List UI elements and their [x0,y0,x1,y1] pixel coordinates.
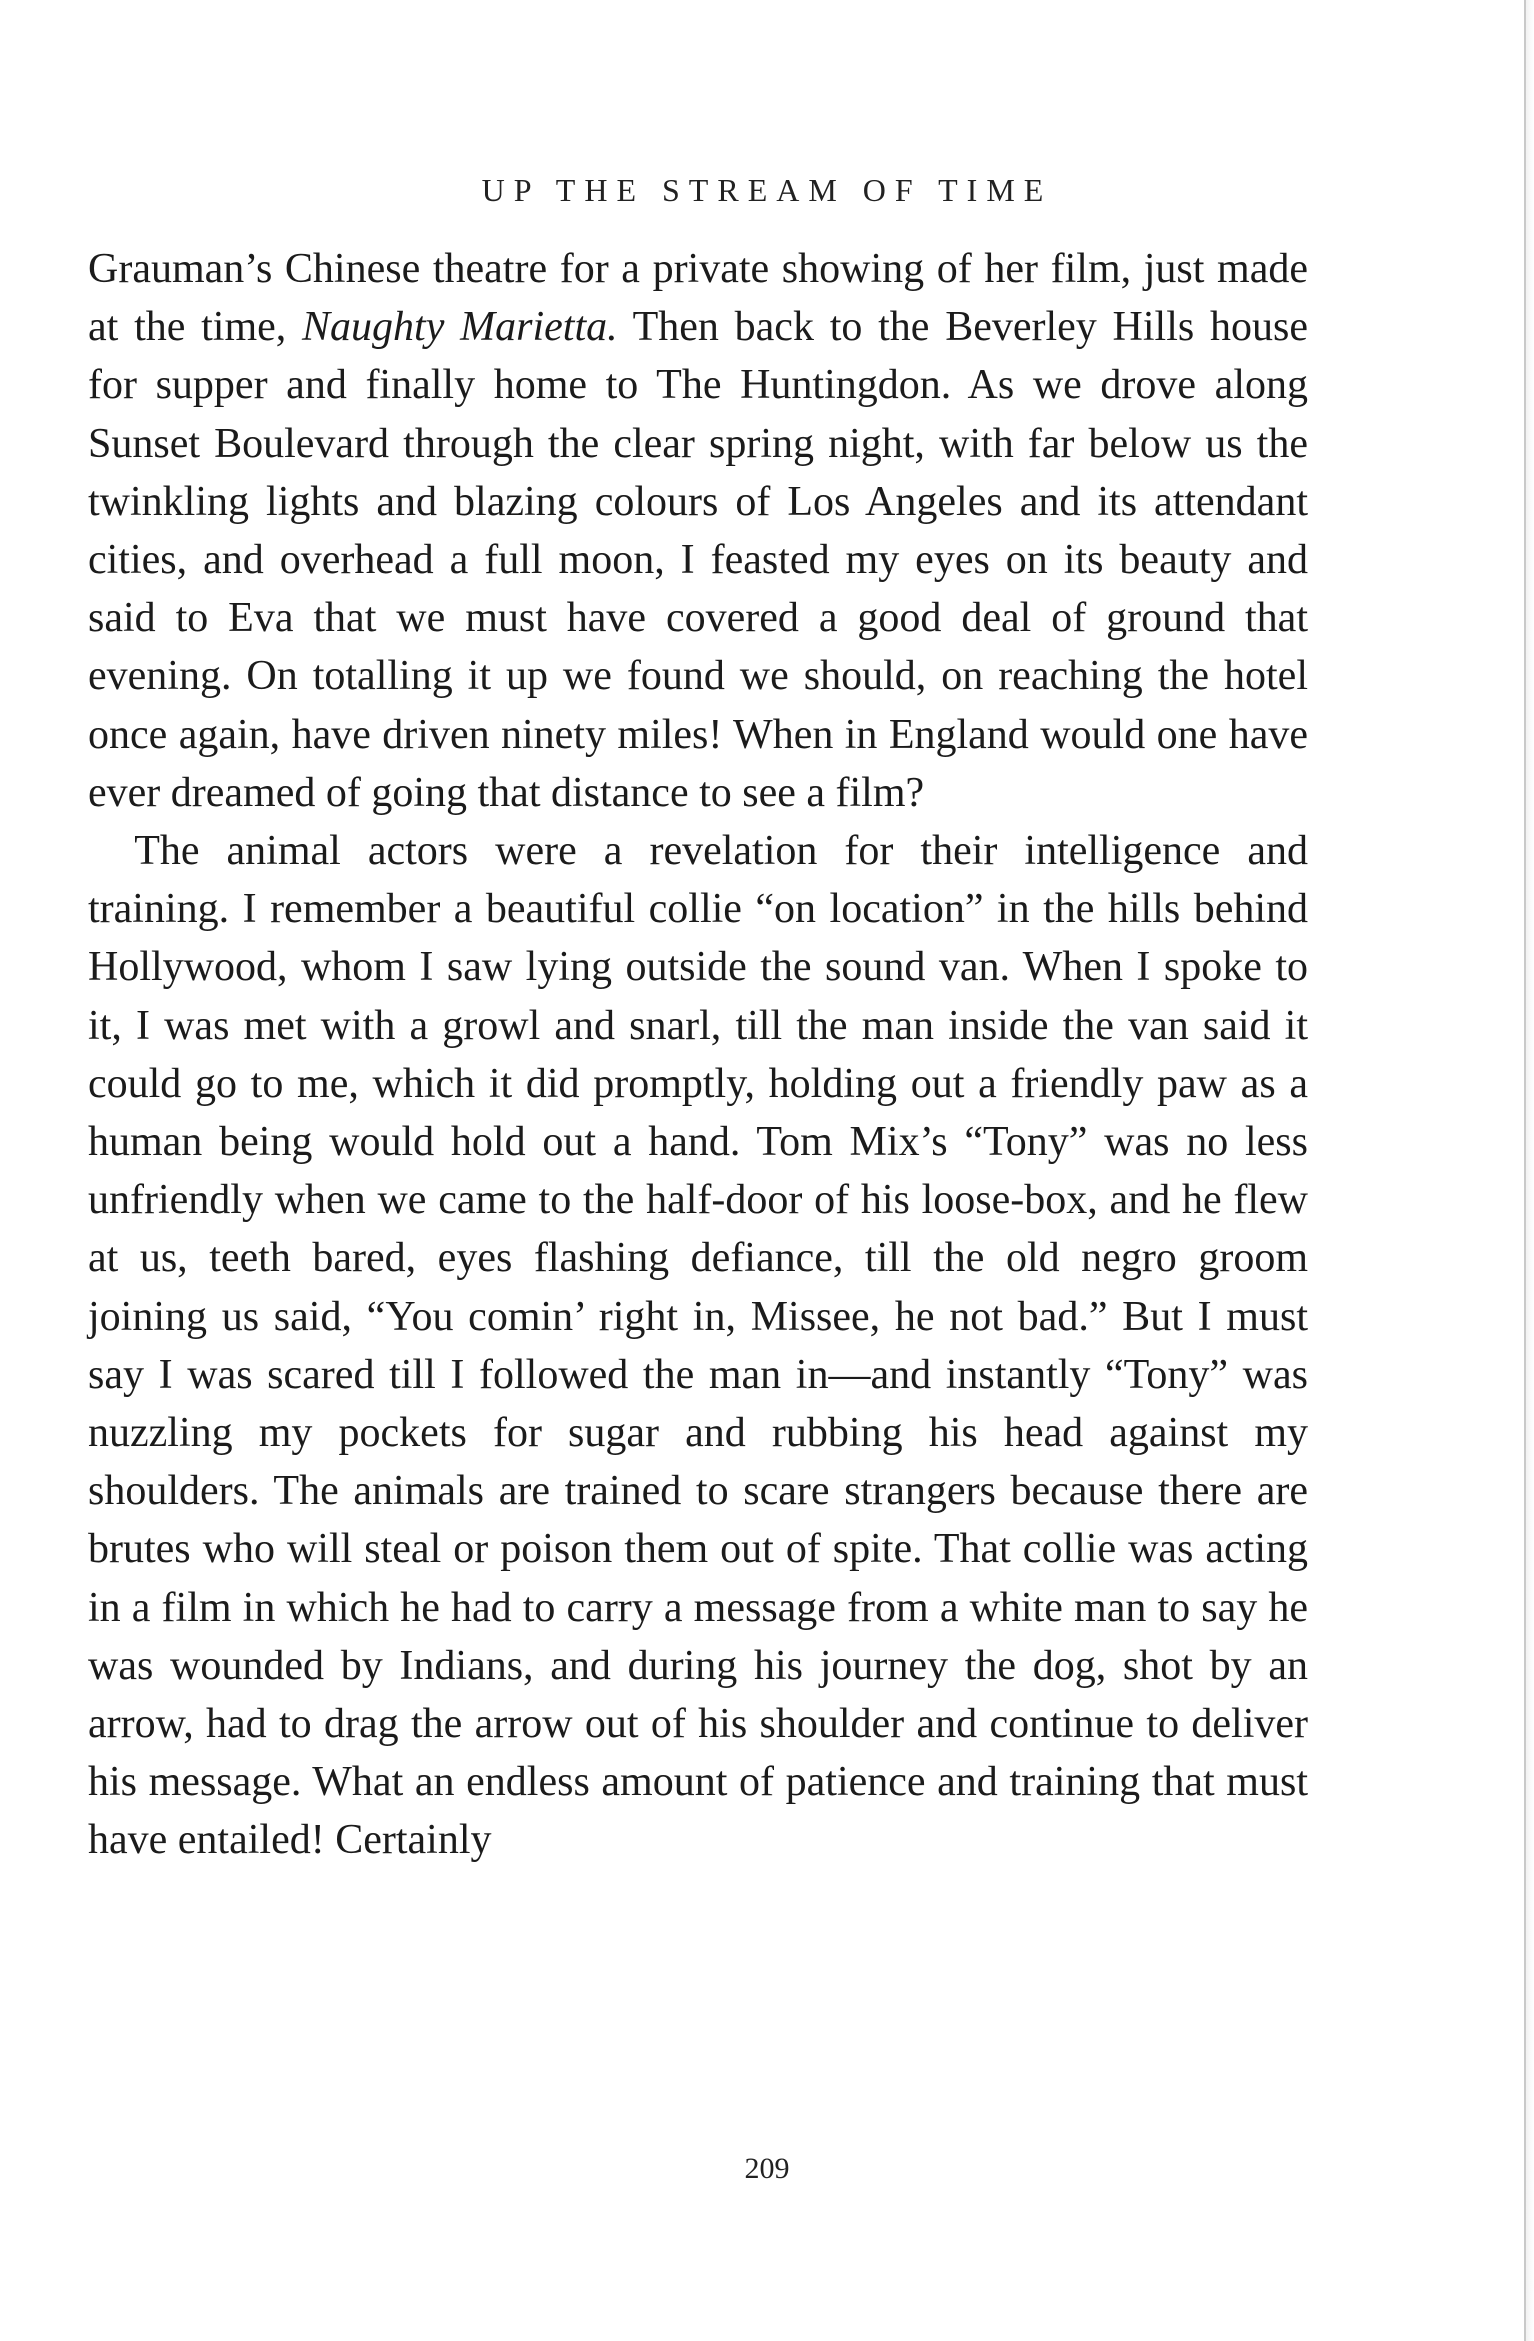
paragraph-1-before: Grauman’s Chinese theatre for a private showing of her film, just made at the time, [88,246,1308,351]
paragraph-1 [88,240,1308,822]
running-head: UP THE STREAM OF TIME [481,172,1053,208]
page-edge [1524,0,1534,2341]
paragraph-2: The animal actors were a revelation for their intelligence and training. I remember a beautiful collie “on location” in the hills behind Hollywood, whom I saw lying outside the sound van. When I spoke to it, I was met with a growl and snarl, till the man inside the van said it could go to me, which it did promptly, holding out a friendly paw as a human being would hold out a hand. Tom Mix’s “Tony” was no less unfriendly when we came to the half-door of his loose-box, and he flew at us, teeth bared, eyes flashing defiance, till the old negro groom joining us said, “You comin’ right in, Missee, he not bad.” But I must say I was scared till I followed the man in—and instantly “Tony” was nuzzling my pockets for sugar and rubbing his head against my shoulders. The animals are trained to scare strangers because there are brutes who will steal or poison them out of spite. That collie was acting in a film in which he had to carry a message from a white man to say he was wounded by Indians, and during his journey the dog, shot by an arrow, had to drag the arrow out of his shoulder and continue to deliver his message. What an endless amount of patience and training that must have entailed! Certainly [88,828,1308,1864]
page-number: 209 [744,2152,790,2185]
paragraph-1-after: Then back to the Beverley Hills house for supper and finally home to The Huntingdon. As we drove along Sunset Boulevard through the clear spring night, with far below us the twinkling lights and blazing colours of Los Angeles and its attendant cities, and overhead a full moon, I feasted my eyes on its beauty and said to Eva that we must have covered a good deal of ground that evening. On totalling it up we found we should, on reaching the hotel once again, have driven ninety miles! When in England would one have ever dreamed of going that distance to see a film? [88,304,1308,816]
film-title: Naughty Marietta. [302,304,618,351]
body-text [88,240,1308,1870]
